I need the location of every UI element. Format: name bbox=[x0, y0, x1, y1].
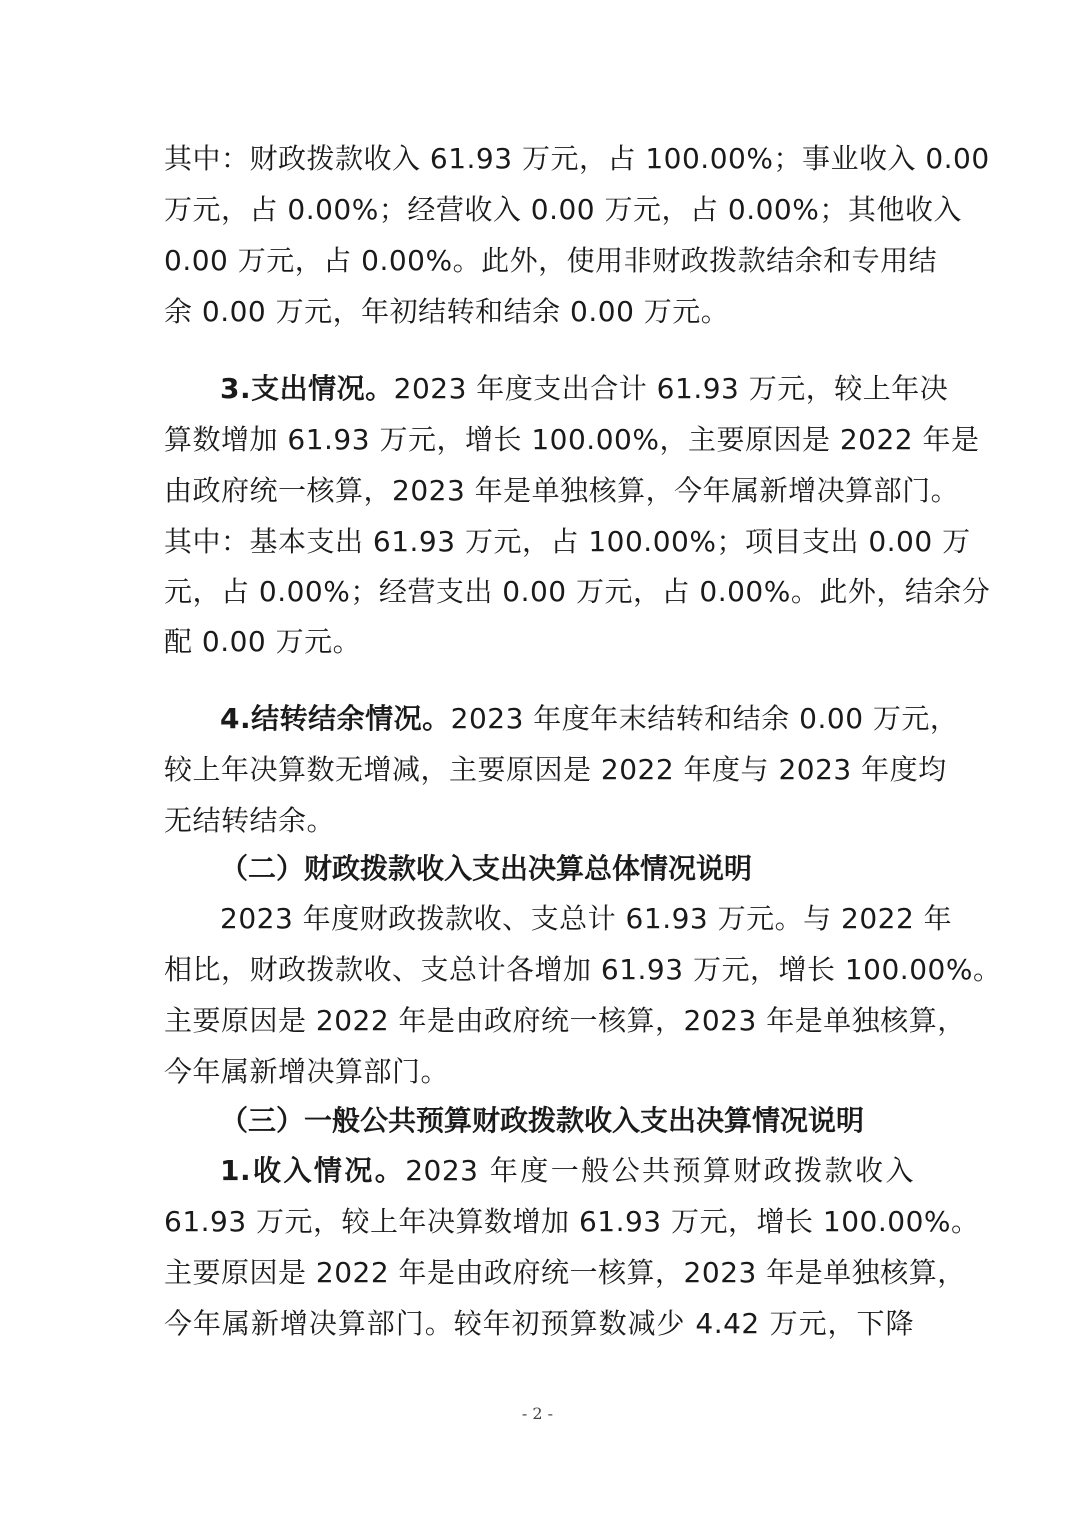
paragraph-first-line bbox=[220, 699, 959, 739]
text-line: 其中：基本支出 61.93 万元，占 100.00%；项目支出 0.00 万 bbox=[164, 525, 971, 558]
section-heading: （二）财政拨款收入支出决算总体情况说明 bbox=[220, 852, 753, 885]
text-line: 由政府统一核算，2023 年是单独核算，今年属新增决算部门。 bbox=[164, 474, 960, 507]
text-run: 2023 年度年末结转和结余 0.00 万元， bbox=[450, 702, 959, 735]
paragraph-first-line bbox=[220, 369, 949, 409]
text-line: 无结转结余。 bbox=[164, 804, 336, 837]
text-line: 元，占 0.00%；经营支出 0.00 万元，占 0.00%。此外，结余分 bbox=[164, 575, 991, 608]
paragraph-first-line bbox=[220, 1151, 914, 1191]
section-lead: 4.结转结余情况。 bbox=[220, 702, 451, 735]
section-lead: 1.收入情况。 bbox=[220, 1154, 406, 1187]
text-run: 2023 年度支出合计 61.93 万元，较上年决 bbox=[393, 372, 949, 405]
section-lead: 3.支出情况。 bbox=[220, 372, 394, 405]
text-line: 主要原因是 2022 年是由政府统一核算，2023 年是单独核算， bbox=[164, 1256, 966, 1289]
paragraph-first-line: 2023 年度财政拨款收、支总计 61.93 万元。与 2022 年 bbox=[220, 902, 953, 935]
page-number: - 2 - bbox=[521, 1404, 554, 1423]
text-line: 算数增加 61.93 万元，增长 100.00%，主要原因是 2022 年是 bbox=[164, 423, 980, 456]
text-line: 今年属新增决算部门。 bbox=[164, 1055, 450, 1088]
section-heading: （三）一般公共预算财政拨款收入支出决算情况说明 bbox=[220, 1104, 865, 1137]
text-line: 较上年决算数无增减，主要原因是 2022 年度与 2023 年度均 bbox=[164, 753, 947, 786]
text-line: 万元，占 0.00%；经营收入 0.00 万元，占 0.00%；其他收入 bbox=[164, 193, 962, 226]
text-line: 主要原因是 2022 年是由政府统一核算，2023 年是单独核算， bbox=[164, 1004, 966, 1037]
text-line: 配 0.00 万元。 bbox=[164, 625, 362, 658]
text-line: 0.00 万元，占 0.00%。此外，使用非财政拨款结余和专用结 bbox=[164, 244, 938, 277]
text-run: 2023 年度一般公共预算财政拨款收入 bbox=[405, 1154, 914, 1187]
text-line: 相比，财政拨款收、支总计各增加 61.93 万元，增长 100.00%。 bbox=[164, 953, 1002, 986]
text-line: 其中：财政拨款收入 61.93 万元，占 100.00%；事业收入 0.00 bbox=[164, 142, 990, 175]
text-line: 61.93 万元，较上年决算数增加 61.93 万元，增长 100.00%。 bbox=[164, 1205, 980, 1238]
text-line: 余 0.00 万元，年初结转和结余 0.00 万元。 bbox=[164, 295, 730, 328]
text-line: 今年属新增决算部门。较年初预算数减少 4.42 万元，下降 bbox=[164, 1307, 914, 1340]
